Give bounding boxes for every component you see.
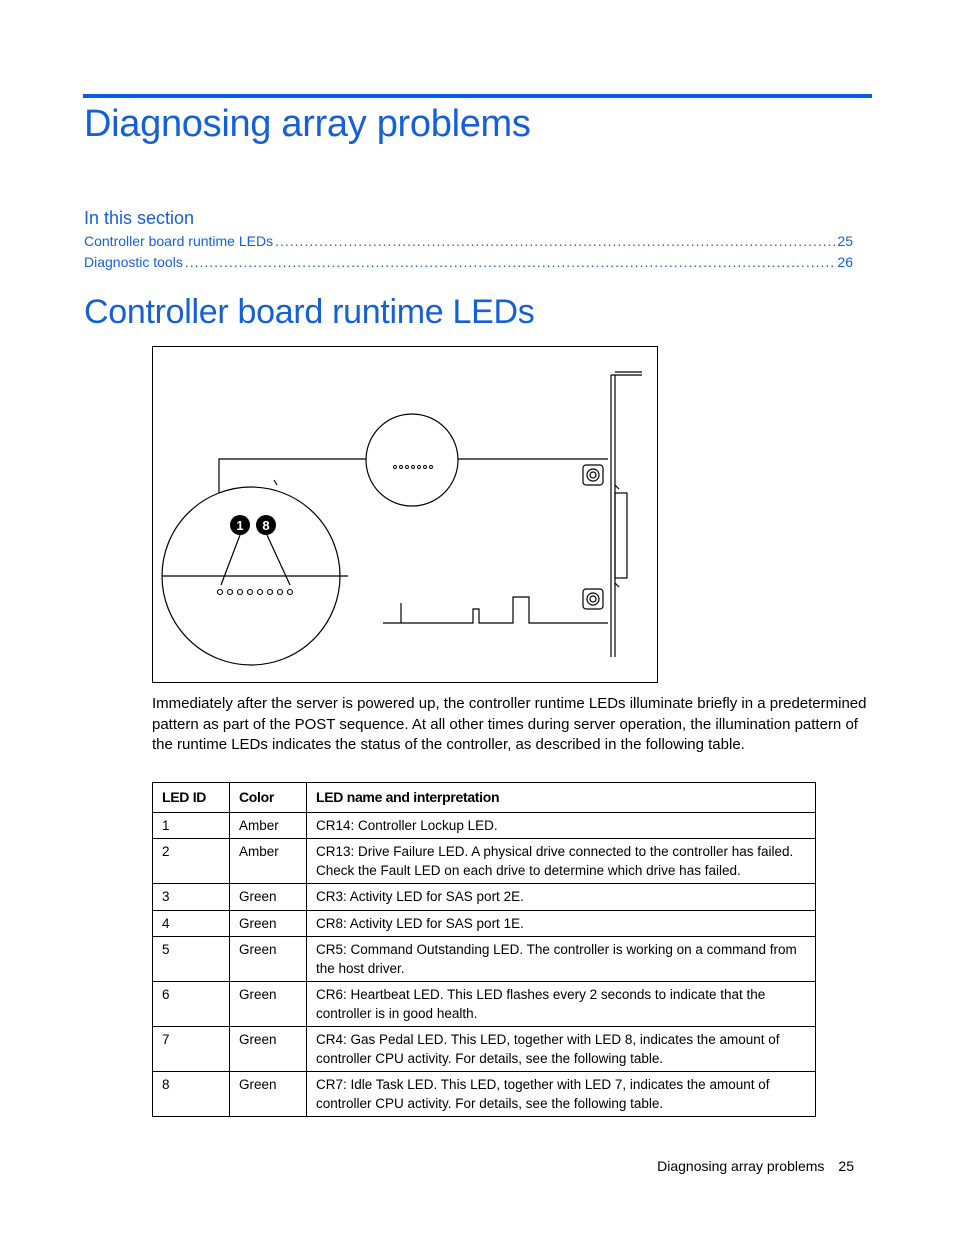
header-rule <box>83 94 872 98</box>
led-description-cell: CR14: Controller Lockup LED. <box>307 812 816 839</box>
page-footer <box>657 1158 854 1174</box>
svg-text:1: 1 <box>236 518 244 533</box>
toc-item-page: 26 <box>837 254 853 270</box>
led-id-cell: 6 <box>153 982 230 1027</box>
callout-8 <box>256 515 276 535</box>
led-id-cell: 3 <box>153 884 230 911</box>
led-color-cell: Amber <box>230 812 307 839</box>
table-header-row <box>153 783 816 813</box>
intro-paragraph: Immediately after the server is powered up, the controller runtime LEDs illuminate briefly in a predetermined pattern as part of the POST sequence. At all other times during server operation, the illumination pattern of the runtime LEDs indicates the status of the controller, as described in the following table. <box>152 695 867 753</box>
toc-item-label: Controller board runtime LEDs <box>84 233 274 249</box>
footer-label: Diagnosing array problems <box>657 1158 825 1174</box>
led-color-cell: Green <box>230 937 307 982</box>
table-row <box>153 884 816 911</box>
page-number: 25 <box>838 1158 854 1174</box>
column-header: LED ID <box>153 783 230 813</box>
led-color-cell: Green <box>230 910 307 937</box>
led-id-cell: 8 <box>153 1072 230 1117</box>
led-table <box>152 782 816 1117</box>
toc-leader <box>185 254 836 270</box>
led-color-cell: Green <box>230 1072 307 1117</box>
toc-item-diagnostic-tools[interactable] <box>84 250 853 270</box>
led-color-cell: Green <box>230 884 307 911</box>
column-header: Color <box>230 783 307 813</box>
table-row <box>153 1027 816 1072</box>
toc-item-label: Diagnostic tools <box>84 254 183 270</box>
callout-1 <box>230 515 250 535</box>
table-row <box>153 839 816 884</box>
toc-item-controller-leds[interactable] <box>84 229 853 249</box>
led-id-cell: 4 <box>153 910 230 937</box>
table-row <box>153 937 816 982</box>
table-row <box>153 812 816 839</box>
table-row <box>153 1072 816 1117</box>
led-description-cell: CR3: Activity LED for SAS port 2E. <box>307 884 816 911</box>
column-header: LED name and interpretation <box>307 783 816 813</box>
page-title: Diagnosing array problems <box>84 103 531 145</box>
led-description-cell: CR13: Drive Failure LED. A physical drive connected to the controller has failed. Check the Fault LED on each drive to determine which drive has failed. <box>307 839 816 884</box>
led-description-cell: CR5: Command Outstanding LED. The controller is working on a command from the host driver. <box>307 937 816 982</box>
table-row <box>153 982 816 1027</box>
controller-board-figure <box>152 346 658 683</box>
table-row <box>153 910 816 937</box>
led-color-cell: Green <box>230 1027 307 1072</box>
led-color-cell: Amber <box>230 839 307 884</box>
led-id-cell: 5 <box>153 937 230 982</box>
controller-board-diagram <box>153 347 657 682</box>
led-description-cell: CR6: Heartbeat LED. This LED flashes every 2 seconds to indicate that the controller is in good health. <box>307 982 816 1027</box>
toc-leader <box>275 233 835 249</box>
led-id-cell: 7 <box>153 1027 230 1072</box>
led-color-cell: Green <box>230 982 307 1027</box>
led-id-cell: 2 <box>153 839 230 884</box>
toc-heading: In this section <box>84 208 195 228</box>
section-title: Controller board runtime LEDs <box>84 293 535 331</box>
led-id-cell: 1 <box>153 812 230 839</box>
led-description-cell: CR8: Activity LED for SAS port 1E. <box>307 910 816 937</box>
led-description-cell: CR4: Gas Pedal LED. This LED, together with LED 8, indicates the amount of controller CPU activity. For details, see the following table. <box>307 1027 816 1072</box>
led-description-cell: CR7: Idle Task LED. This LED, together with LED 7, indicates the amount of controller CPU activity. For details, see the following table. <box>307 1072 816 1117</box>
toc-item-page: 25 <box>837 233 853 249</box>
svg-text:8: 8 <box>262 518 270 533</box>
